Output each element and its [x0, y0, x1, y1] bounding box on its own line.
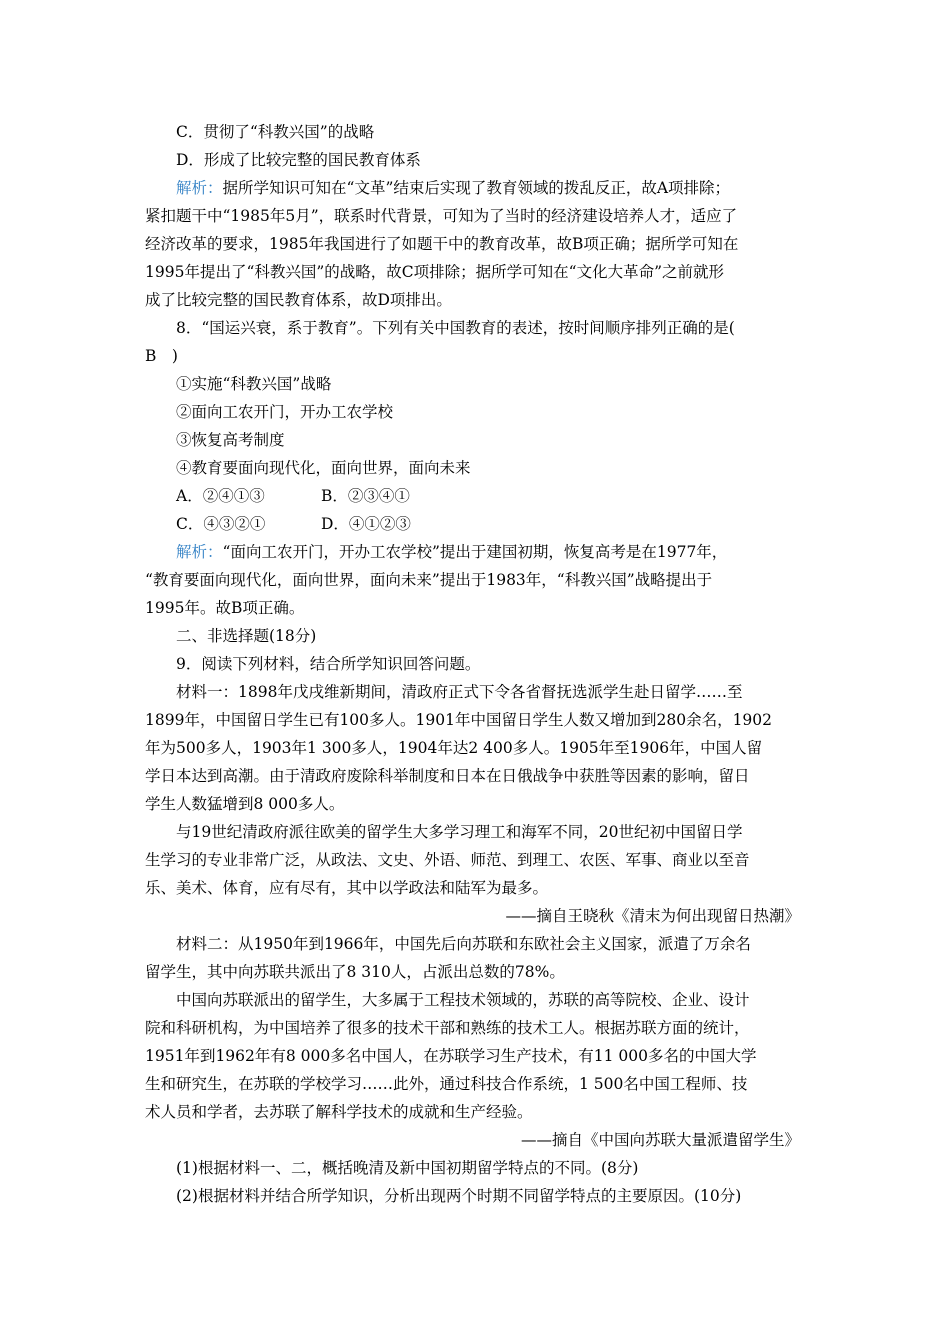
- material1b-line: 生学习的专业非常广泛，从政法、文史、外语、师范、到理工、农医、军事、商业以至音: [145, 851, 750, 869]
- material2b-line: 1951年到1962年有8 000多名中国人，在苏联学习生产技术，有11 000多名的中国大学: [145, 1047, 757, 1065]
- material2-line: 留学生，其中向苏联共派出了8 310人，占派出总数的78%。: [145, 963, 565, 981]
- q8-stem: 8．“国运兴衰，系于教育”。下列有关中国教育的表述，按时间顺序排列正确的是(: [176, 319, 735, 337]
- q8-option-b: B．②③④①: [321, 487, 410, 505]
- material2b-line: 生和研究生，在苏联的学校学习……此外，通过科技合作系统，1 500名中国工程师、技: [145, 1075, 748, 1093]
- material1-line: 材料一：1898年戊戌维新期间，清政府正式下令各省督抚选派学生赴日留学……至: [176, 683, 743, 701]
- q7-option-c: C．贯彻了“科教兴国”的战略: [176, 123, 375, 141]
- q8-item: ③恢复高考制度: [176, 431, 285, 449]
- q8-options-row: [176, 486, 810, 506]
- q7-analysis-line: 紧扣题干中“1985年5月”，联系时代背景，可知为了当时的经济建设培养人才，适应了: [145, 207, 738, 225]
- q7-analysis-line: 1995年提出了“科教兴国”的战略，故C项排除；据所学可知在“文化大革命”之前就形: [145, 263, 725, 281]
- material1-line: 学日本达到高潮。由于清政府废除科举制度和日本在日俄战争中获胜等因素的影响，留日: [145, 767, 750, 785]
- q7-analysis-line: 解析：据所学知识可知在“文革”结束后实现了教育领域的拨乱反正，故A项排除；: [176, 179, 731, 197]
- q7-analysis-line: 经济改革的要求，1985年我国进行了如题干中的教育改革，故B项正确；据所学可知在: [145, 235, 739, 253]
- analysis-label: 解析：: [176, 179, 223, 197]
- material2b-line: 术人员和学者，去苏联了解科学技术的成就和生产经验。: [145, 1103, 533, 1121]
- material2-line: 材料二：从1950年到1966年，中国先后向苏联和东欧社会主义国家，派遣了万余名: [176, 935, 751, 953]
- analysis-label: 解析：: [176, 543, 223, 561]
- material1-line: 1899年，中国留日学生已有100多人。1901年中国留日学生人数又增加到280余名，1902: [145, 711, 773, 729]
- q8-item: ①实施“科教兴国”战略: [176, 375, 332, 393]
- material2b-line: 中国向苏联派出的留学生，大多属于工程技术领域的，苏联的高等院校、企业、设计: [176, 991, 750, 1009]
- material2b-line: 院和科研机构，为中国培养了很多的技术干部和熟练的技术工人。根据苏联方面的统计，: [145, 1019, 750, 1037]
- q8-options-row: [176, 514, 810, 534]
- q7-option-d: D．形成了比较完整的国民教育体系: [176, 151, 421, 169]
- q8-answer: B ): [145, 347, 178, 365]
- material1-line: 学生人数猛增到8 000多人。: [145, 795, 345, 813]
- q9-stem: 9．阅读下列材料，结合所学知识回答问题。: [176, 655, 481, 673]
- q8-item: ④教育要面向现代化，面向世界，面向未来: [176, 459, 471, 477]
- q8-option-a: A．②④①③: [176, 487, 265, 505]
- material1-line: 年为500多人，1903年1 300多人，1904年达2 400多人。1905年至1906年，中国人留: [145, 739, 763, 757]
- q8-analysis-line: “教育要面向现代化，面向世界，面向未来”提出于1983年，“科教兴国”战略提出于: [145, 571, 713, 589]
- q8-option-c: C．④③②①: [176, 515, 266, 533]
- material1-source: ——摘自王晓秋《清末为何出现留日热潮》: [505, 907, 800, 925]
- q8-option-d: D．④①②③: [321, 515, 411, 533]
- q7-analysis-line: 成了比较完整的国民教育体系，故D项排出。: [145, 291, 452, 309]
- q8-analysis-line: 解析：“面向工农开门，开办工农学校”提出于建国初期，恢复高考是在1977年，: [176, 543, 728, 561]
- material1b-line: 乐、美术、体育，应有尽有，其中以学政法和陆军为最多。: [145, 879, 549, 897]
- sub-question-2: (2)根据材料并结合所学知识，分析出现两个时期不同留学特点的主要原因。(10分): [176, 1187, 742, 1205]
- q8-item: ②面向工农开门，开办工农学校: [176, 403, 394, 421]
- material2-source: ——摘自《中国向苏联大量派遣留学生》: [520, 1131, 800, 1149]
- q8-analysis-line: 1995年。故B项正确。: [145, 599, 305, 617]
- section-heading: 二、非选择题(18分): [176, 627, 317, 645]
- material1b-line: 与19世纪清政府派往欧美的留学生大多学习理工和海军不同，20世纪初中国留日学: [176, 823, 743, 841]
- sub-question-1: (1)根据材料一、二，概括晚清及新中国初期留学特点的不同。(8分): [176, 1159, 639, 1177]
